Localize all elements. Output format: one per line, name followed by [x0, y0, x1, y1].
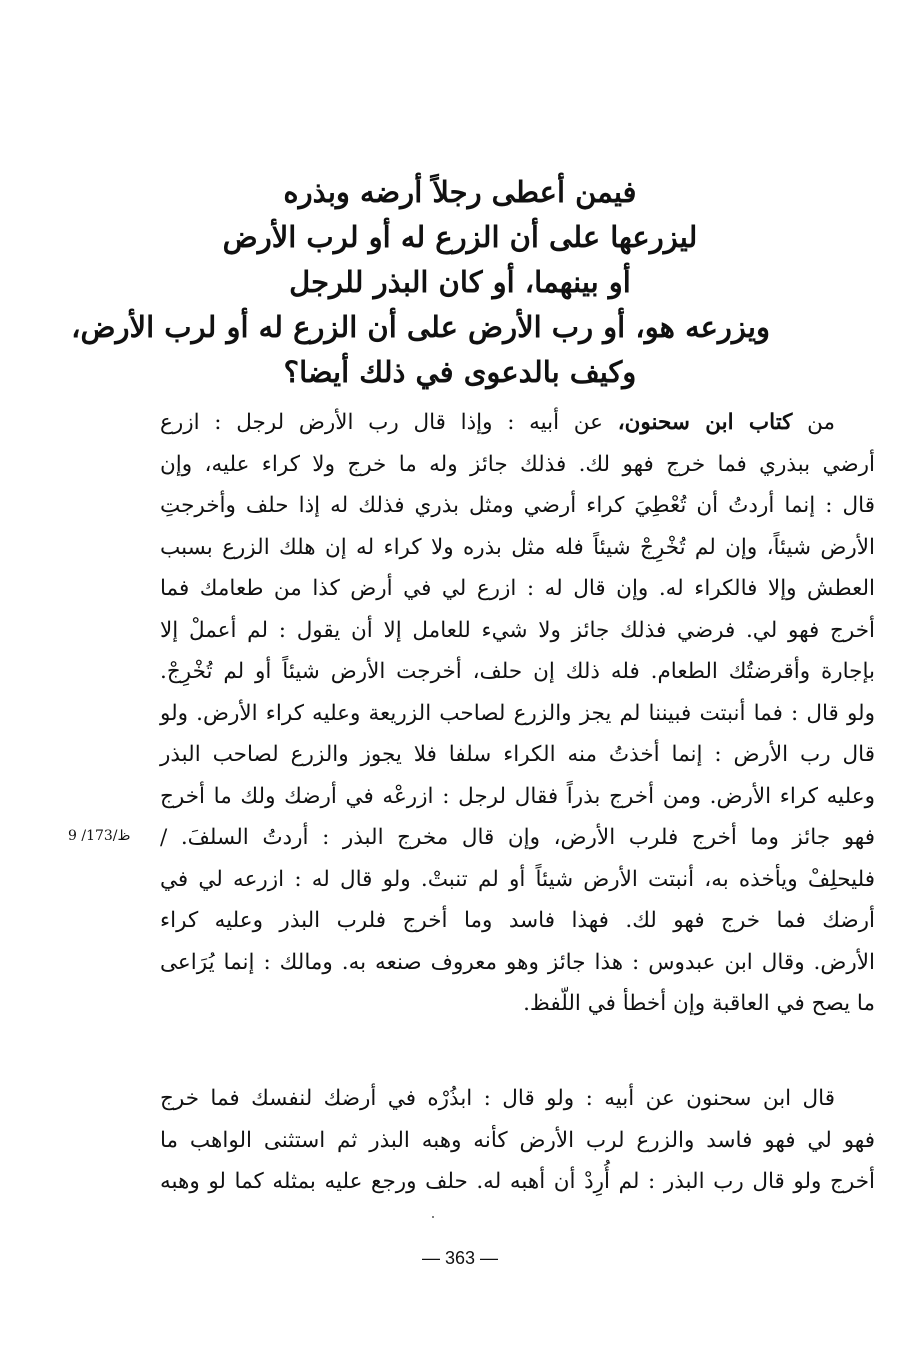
chapter-heading — [71, 170, 770, 395]
paragraph-2 — [160, 1078, 875, 1203]
heading-line-3: أو بينهما، أو كان البذر للرجل — [289, 265, 631, 299]
paragraph-1-line-4: الأرض شيئاً، وإن لم تُخْرِجْ شيئاً فله مثل بذره ولا كراء له إن هلك الزرع بسبب — [160, 534, 875, 560]
paragraph-1-line-2: أرضي ببذري فما خرج فهو لك. فذلك جائز وله ما خرج ولا كراء عليه، وإن — [160, 451, 875, 477]
paragraph-1-line-10: وعليه كراء الأرض. ومن أخرج بذراً فقال لرجل : ازرعْه في أرضك ولك ما أخرج — [160, 783, 875, 809]
heading-line-2: ليزرعها على أن الزرع له أو لرب الأرض — [222, 220, 698, 254]
paragraph-1-line-8: ولو قال : فما أنبتت فبيننا لم يجز والزرع لصاحب الزريعة وعليه كراء الأرض. ولو — [160, 700, 875, 726]
heading-line-5: وكيف بالدعوى في ذلك أيضا؟ — [283, 355, 637, 389]
paragraph-1 — [160, 402, 875, 1025]
scan-speck — [432, 1216, 434, 1218]
heading-line-4: ويزرعه هو، أو رب الأرض على أن الزرع له أو لرب الأرض، — [71, 310, 770, 344]
paragraph-1-line-5: العطش وإلا فالكراء له. وإن قال له : ازرع لي في أرض كذا من طعامك فما — [160, 576, 875, 601]
lead-rest: عن أبيه : وإذا قال رب الأرض لرجل : ازرع — [160, 410, 618, 435]
manuscript-folio-note: 9 /173/ظ — [68, 828, 131, 844]
paragraph-2-line-2: فهو لي فهو فاسد والزرع لرب الأرض كأنه وهبه البذر ثم استثنى الواهب ما — [160, 1127, 875, 1153]
paragraph-2-line-3: أخرج ولو قال رب البذر : لم أُرِدْ أن أهبه له. حلف ورجع عليه بمثله كما لو وهبه — [160, 1169, 875, 1194]
paragraph-1-line-13: أرضك فما خرج فهو لك. فهذا فاسد وما أخرج فلرب البذر وعليه كراء — [160, 908, 875, 933]
paragraph-1-line-1 — [160, 402, 875, 444]
paragraph-1-line-15: ما يصح في العاقبة وإن أخطأ في اللّفظ. — [523, 991, 875, 1016]
paragraph-1-line-3: قال : إنما أردتُ أن تُعْطِيَ كراء أرضي ومثل بذري فذلك له إذا حلف وأخرجتِ — [160, 493, 875, 518]
paragraph-2-line-1: قال ابن سحنون عن أبيه : ولو قال : ابذُرْه في أرضك لنفسك فما خرج — [160, 1086, 835, 1111]
paragraph-1-line-9: قال رب الأرض : إنما أخذتُ منه الكراء سلفا فلا يجوز والزرع لصاحب البذر — [160, 742, 875, 767]
paragraph-1-line-7: بإجارة وأقرضتُك الطعام. فله ذلك إن حلف، أخرجت الأرض شيئاً أو لم تُخْرِجْ. — [160, 659, 875, 684]
page-number: — 363 — — [421, 1248, 499, 1268]
paragraph-1-line-6: أخرج فهو لي. فرضي فذلك جائز ولا شيء للعامل إلا أن يقول : لم أعملْ إلا — [160, 617, 875, 643]
source-title: كتاب ابن سحنون، — [617, 410, 793, 435]
paragraph-1-line-12: فليحلِفْ ويأخذه به، أنبتت الأرض شيئاً أو لم تنبتْ. ولو قال له : ازرعه لي في — [160, 866, 875, 892]
paragraph-1-line-14: الأرض. وقال ابن عبدوس : هذا جائز وهو معروف صنعه به. ومالك : إنما يُرَاعى — [160, 949, 875, 975]
lead-prefix: من — [792, 410, 835, 435]
heading-line-1: فيمن أعطى رجلاً أرضه وبذره — [283, 175, 637, 209]
paragraph-1-line-11: فهو جائز وما أخرج فلرب الأرض، وإن قال مخرج البذر : أردتُ السلفَ. / — [160, 825, 875, 850]
